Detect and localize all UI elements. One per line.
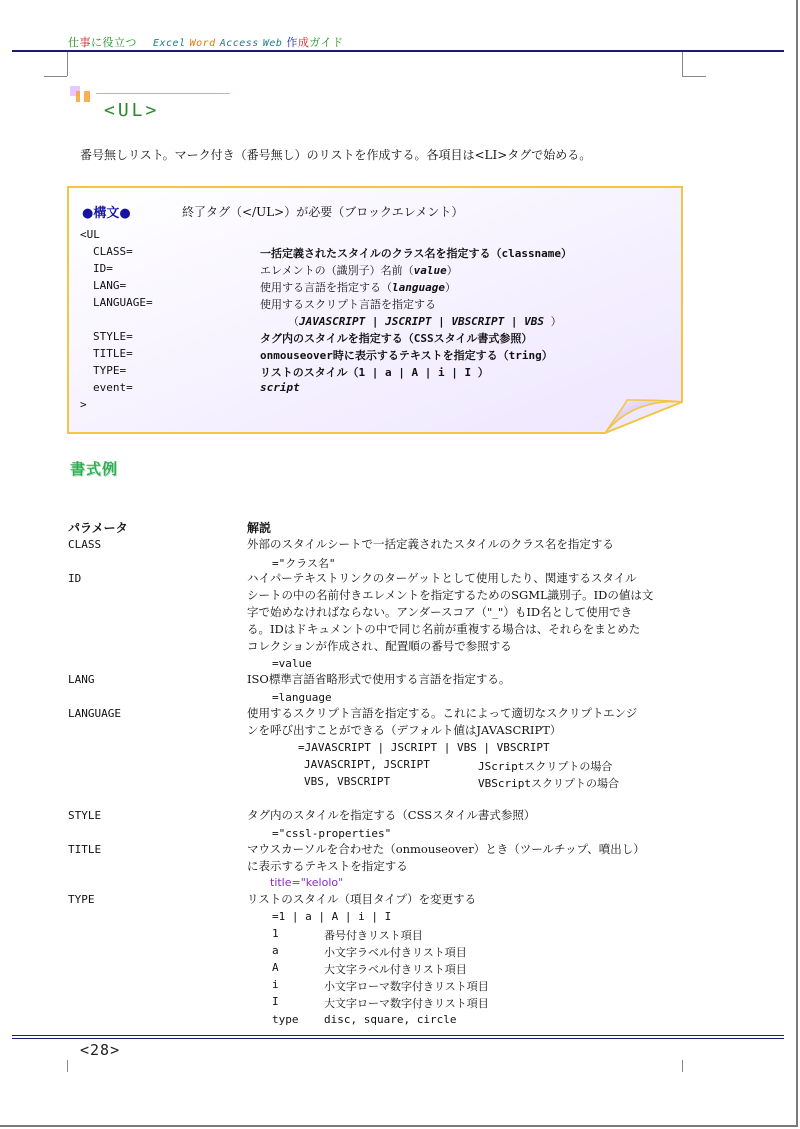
param-name: LANGUAGE <box>68 707 121 720</box>
type-desc: 大文字ラベル付きリスト項目 <box>324 963 467 976</box>
page-title: <UL> <box>104 100 160 121</box>
header-word: Word <box>189 38 216 49</box>
header-char: に <box>91 36 103 49</box>
param-value: title="kelolo" <box>270 876 344 889</box>
intro-text: 番号無しリスト。マーク付き（番号無し）のリストを作成する。各項目は<LI>タグで始める。 <box>80 148 592 162</box>
header-rule <box>12 50 784 52</box>
type-code: A <box>272 961 279 974</box>
header-char: 成 <box>297 36 310 49</box>
param-name: CLASS <box>68 538 102 551</box>
syntax-desc: 一括定義されたスタイルのクラス名を指定する（classname） <box>260 247 573 260</box>
param-value: =1 | a | A | i | I <box>272 910 392 923</box>
syntax-attr: STYLE= <box>93 330 133 343</box>
syntax-attr: TITLE= <box>93 347 133 360</box>
type-code: i <box>272 978 279 991</box>
title-rule <box>96 93 230 94</box>
crop-mark <box>67 52 68 76</box>
param-col-header: パラメータ <box>68 521 128 535</box>
crop-mark <box>682 1060 683 1072</box>
param-name: TITLE <box>68 843 102 856</box>
syntax-attr: CLASS= <box>93 245 133 258</box>
param-desc: タグ内のスタイルを指定する（CSSスタイル書式参照） <box>247 808 536 822</box>
syntax-attr: TYPE= <box>93 364 127 377</box>
param-value: =value <box>272 657 312 670</box>
option-code: VBS, VBSCRIPT <box>304 775 391 788</box>
param-desc: マウスカーソルを合わせた（onmouseover）とき（ツールチップ、噴出し） に表示するテキストを指定する <box>247 842 645 873</box>
syntax-note: 終了タグ（</UL>）が必要（ブロックエレメント） <box>182 205 464 219</box>
crop-mark <box>682 76 706 77</box>
type-desc: 小文字ラベル付きリスト項目 <box>324 946 467 959</box>
param-value: ="cssl-properties" <box>272 827 392 840</box>
param-value: ="クラス名" <box>272 557 336 570</box>
header-char: イ <box>320 36 333 49</box>
type-desc: 番号付きリスト項目 <box>324 929 423 942</box>
syntax-open: <UL <box>80 228 100 241</box>
example-heading: 書式例 <box>70 460 119 478</box>
header-char: 事 <box>79 36 91 49</box>
header-char: つ <box>125 36 137 49</box>
type-desc: 大文字ローマ数字付きリスト項目 <box>324 997 489 1010</box>
syntax-desc: タグ内のスタイルを指定する（CSSスタイル書式参照） <box>260 332 533 345</box>
type-desc: 小文字ローマ数字付きリスト項目 <box>324 980 489 993</box>
footer-rule <box>12 1035 784 1036</box>
syntax-attr: LANG= <box>93 279 127 292</box>
type-code: a <box>272 944 279 957</box>
syntax-desc: リストのスタイル（1 | a | A | i | I ） <box>260 366 489 379</box>
desc-col-header: 解説 <box>247 521 272 535</box>
title-decoration-icon <box>68 82 98 104</box>
type-code: type <box>272 1013 299 1026</box>
syntax-desc: エレメントの（識別子）名前（value） <box>260 264 458 277</box>
header-char: 仕 <box>68 36 80 49</box>
option-desc: VBScriptスクリプトの場合 <box>478 777 619 790</box>
header-web: Web <box>262 38 283 49</box>
syntax-desc: 使用する言語を指定する（language） <box>260 281 456 294</box>
header-char: 作 <box>286 36 298 49</box>
syntax-heading: ●構文● <box>82 206 131 221</box>
param-value: =language <box>272 691 332 704</box>
param-name: LANG <box>68 673 95 686</box>
running-header <box>68 34 344 50</box>
param-desc: ハイパーテキストリンクのターゲットとして使用したり、関連するスタイル シートの中の名前付きエレメントを指定するためのSGML識別子。IDの値は文 字で始めなければならない。アンダースコア（"_"）もID名として使用でき る。IDはドキュメントの中で同じ名前が重複する場合は、それらをまとめた コレクションが作成され、配置順の番号で参照する <box>247 571 654 653</box>
option-code: JAVASCRIPT, JSCRIPT <box>304 758 430 771</box>
param-name: STYLE <box>68 809 102 822</box>
footer-rule <box>12 1038 784 1039</box>
crop-mark <box>67 1060 68 1072</box>
param-name: ID <box>68 572 82 585</box>
param-desc: リストのスタイル（項目タイプ）を変更する <box>247 892 477 906</box>
header-char: ガ <box>309 36 321 49</box>
crop-mark <box>682 52 683 76</box>
param-desc: 外部のスタイルシートで一括定義されたスタイルのクラス名を指定する <box>247 537 614 551</box>
option-desc: JScriptスクリプトの場合 <box>478 760 613 773</box>
header-char: ド <box>332 36 344 49</box>
syntax-attr: ID= <box>93 262 113 275</box>
type-desc: disc, square, circle <box>324 1013 457 1026</box>
syntax-attr: event= <box>93 381 133 394</box>
syntax-desc: script <box>260 381 300 394</box>
header-excel: Excel <box>153 38 186 49</box>
type-code: I <box>272 995 279 1008</box>
syntax-close: > <box>80 398 87 411</box>
param-name: TYPE <box>68 893 95 906</box>
syntax-desc: 使用するスクリプト言語を指定する <box>260 298 436 311</box>
type-code: 1 <box>272 927 279 940</box>
header-char: 役 <box>102 36 114 49</box>
syntax-desc: onmouseover時に表示するテキストを指定する（tring） <box>260 349 553 362</box>
param-desc: 使用するスクリプト言語を指定する。これによって適切なスクリプトエンジ ンを呼び出すことができる（デフォルト値はJAVASCRIPT） <box>247 706 638 737</box>
crop-mark <box>44 76 67 77</box>
header-char: 立 <box>114 36 126 49</box>
syntax-desc: （JAVASCRIPT | JSCRIPT | VBSCRIPT | VBS ） <box>288 315 562 328</box>
header-access: Access <box>219 38 259 49</box>
param-desc: ISO標準言語省略形式で使用する言語を指定する。 <box>247 672 511 686</box>
page-number: <28> <box>80 1041 121 1059</box>
syntax-attr: LANGUAGE= <box>93 296 153 309</box>
param-value: =JAVASCRIPT | JSCRIPT | VBS | VBSCRIPT <box>298 741 550 754</box>
